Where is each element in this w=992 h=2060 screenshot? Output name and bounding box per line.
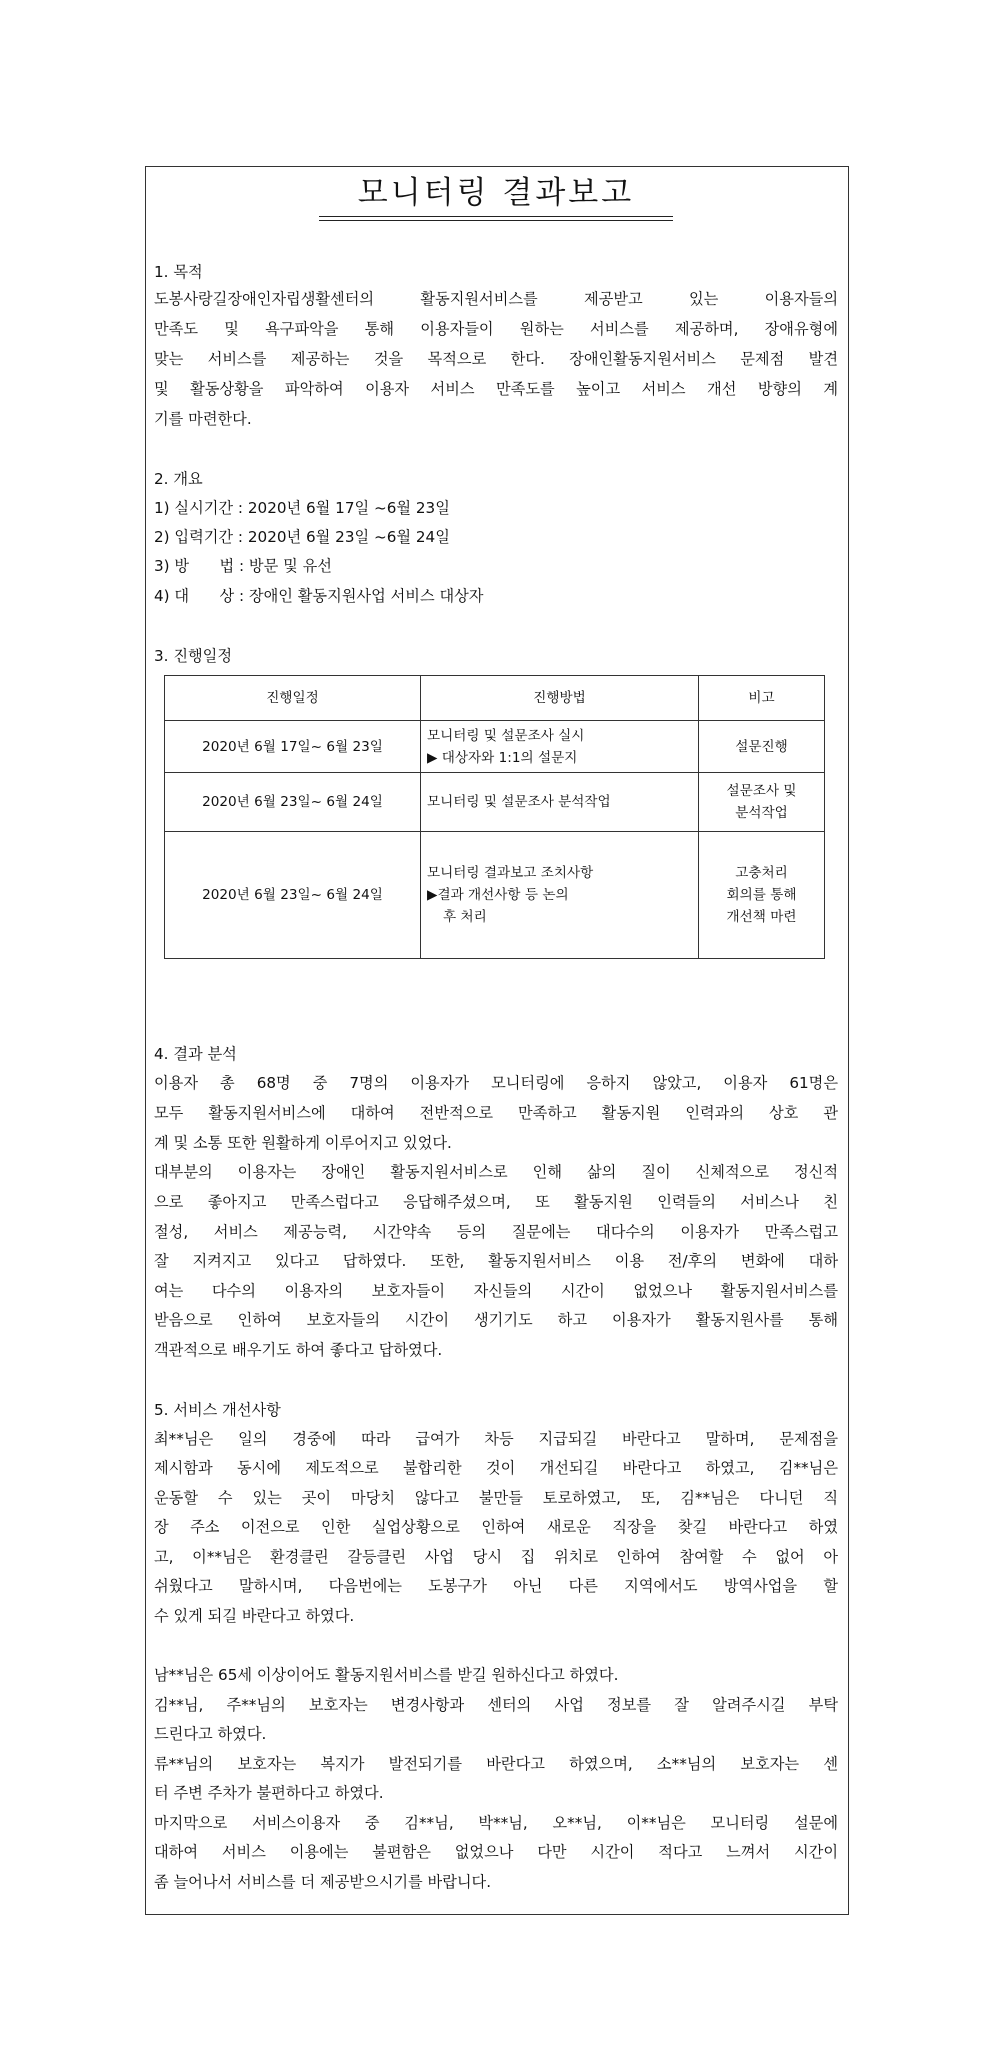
purpose-line: 만족도 및 욕구파악을 통해 이용자들이 원하는 서비스를 제공하며, 장애유형에 [154, 320, 838, 338]
improvements-extra-line: 남**님은 65세 이상이어도 활동지원서비스를 받길 원하신다고 하였다. [154, 1666, 619, 1684]
improvements-extra-line: 류**님의 보호자는 복지가 발전되기를 바란다고 하였으며, 소**님의 보호자는 센 [154, 1755, 838, 1773]
purpose-line: 도봉사랑길장애인자립생활센터의 활동지원서비스를 제공받고 있는 이용자들의 [154, 290, 838, 308]
improvements-extra-line: 김**님, 주**님의 보호자는 변경사항과 센터의 사업 정보를 잘 알려주시길 부탁 [154, 1696, 838, 1714]
note-line: 고충처리 [735, 865, 788, 881]
improvements-line: 장 주소 이전으로 인한 실업상황으로 인하여 새로운 직장을 찾길 바란다고 하였 [154, 1518, 838, 1536]
purpose-line: 및 활동상황을 파악하여 이용자 서비스 만족도를 높이고 서비스 개선 방향의 계 [154, 380, 838, 398]
overview-item: 2) 입력기간 : 2020년 6월 23일 ~6월 24일 [154, 528, 450, 546]
improvements-extra-line: 터 주변 주차가 불편하다고 하였다. [154, 1784, 384, 1802]
note-line: 설문진행 [735, 738, 788, 755]
schedule-heading: 3. 진행일정 [154, 647, 233, 665]
analysis-line: 모두 활동지원서비스에 대하여 전반적으로 만족하고 활동지원 인력과의 상호 관 [154, 1104, 838, 1122]
analysis-line: 절성, 서비스 제공능력, 시간약속 등의 질문에는 대다수의 이용자가 만족스럽고 [154, 1223, 838, 1241]
improvements-extra-line: 마지막으로 서비스이용자 중 김**님, 박**님, 오**님, 이**님은 모니터링 설문에 [154, 1814, 838, 1832]
overview-item: 1) 실시기간 : 2020년 6월 17일 ~6월 23일 [154, 499, 450, 517]
method-line: 후 처리 [443, 909, 487, 925]
improvements-heading: 5. 서비스 개선사항 [154, 1401, 281, 1419]
improvements-extra-line: 대하여 서비스 이용에는 불편함은 없었으나 다만 시간이 적다고 느껴서 시간이 [154, 1843, 838, 1861]
improvements-line: 운동할 수 있는 곳이 마당치 않다고 불만들 토로하였고, 또, 김**님은 다니던 직 [154, 1489, 838, 1507]
method-line: 모니터링 및 설문조사 분석작업 [427, 794, 611, 810]
method-line: 모니터링 및 설문조사 실시 [427, 727, 585, 744]
date-cell: 2020년 6월 17일~ 6월 23일 [165, 721, 421, 773]
analysis-line: 잘 지켜지고 있다고 답하였다. 또한, 활동지원서비스 이용 전/후의 변화에 대하 [154, 1252, 838, 1270]
column-header-date: 진행일정 [165, 676, 421, 721]
overview-heading: 2. 개요 [154, 470, 203, 488]
improvements-line: 최**님은 일의 경중에 따라 급여가 차등 지급되길 바란다고 말하며, 문제점을 [154, 1430, 838, 1448]
note-cell [699, 832, 825, 959]
improvements-extra-line: 드린다고 하였다. [154, 1725, 267, 1743]
improvements-extra-line: 좀 늘어나서 서비스를 더 제공받으시기를 바랍니다. [154, 1873, 492, 1891]
improvements-line: 제시함과 동시에 제도적으로 불합리한 것이 개선되길 바란다고 하였고, 김**님은 [154, 1459, 838, 1477]
title-underline-bottom [319, 220, 673, 221]
note-cell [699, 773, 825, 832]
date-cell: 2020년 6월 23일~ 6월 24일 [165, 773, 421, 832]
purpose-heading: 1. 목적 [154, 263, 203, 281]
analysis-line: 계 및 소통 또한 원활하게 이루어지고 있었다. [154, 1134, 452, 1152]
analysis-line: 여는 다수의 이용자의 보호자들이 자신들의 시간이 없었으나 활동지원서비스를 [154, 1282, 838, 1300]
analysis-heading: 4. 결과 분석 [154, 1045, 237, 1063]
overview-item: 3) 방 법 : 방문 및 유선 [154, 557, 332, 575]
page-title: 모니터링 결과보고 [357, 175, 635, 211]
analysis-line: 받음으로 인하여 보호자들의 시간이 생기기도 하고 이용자가 활동지원사를 통해 [154, 1311, 838, 1329]
method-cell [421, 721, 699, 773]
column-header-method: 진행방법 [421, 676, 699, 721]
note-cell [699, 721, 825, 773]
purpose-line: 맞는 서비스를 제공하는 것을 목적으로 한다. 장애인활동지원서비스 문제점 발견 [154, 350, 838, 368]
column-header-note: 비고 [699, 676, 825, 721]
overview-item: 4) 대 상 : 장애인 활동지원사업 서비스 대상자 [154, 587, 484, 605]
method-cell [421, 773, 699, 832]
date-cell: 2020년 6월 23일~ 6월 24일 [165, 832, 421, 959]
table-row [165, 773, 825, 832]
note-line: 회의를 통해 [726, 887, 797, 903]
improvements-line: 고, 이**님은 환경클린 갈등클린 사업 당시 집 위치로 인하여 참여할 수 없어 아 [154, 1548, 838, 1566]
schedule-table [164, 675, 825, 959]
analysis-line: 객관적으로 배우기도 하여 좋다고 답하였다. [154, 1341, 443, 1359]
analysis-line: 대부분의 이용자는 장애인 활동지원서비스로 인해 삶의 질이 신체적으로 정신적 [154, 1163, 838, 1181]
improvements-line: 수 있게 되길 바란다고 하였다. [154, 1607, 355, 1625]
purpose-line: 기를 마련한다. [154, 410, 252, 428]
method-line: 모니터링 결과보고 조치사항 [427, 865, 594, 881]
note-line: 개선책 마련 [726, 909, 797, 925]
method-line: ▶ 대상자와 1:1의 설문지 [427, 749, 578, 766]
schedule-header-row [165, 676, 825, 721]
analysis-line: 이용자 총 68명 중 7명의 이용자가 모니터링에 응하지 않았고, 이용자 61명은 [154, 1074, 838, 1092]
table-row [165, 721, 825, 773]
method-line: ▶결과 개선사항 등 논의 [427, 887, 569, 903]
analysis-line: 으로 좋아지고 만족스럽다고 응답해주셨으며, 또 활동지원 인력들의 서비스나 친 [154, 1193, 838, 1211]
note-line: 설문조사 및 [726, 783, 797, 799]
table-row [165, 832, 825, 959]
note-line: 분석작업 [735, 805, 788, 821]
title-underline-top [319, 216, 673, 217]
method-cell [421, 832, 699, 959]
improvements-line: 쉬웠다고 말하시며, 다음번에는 도봉구가 아닌 다른 지역에서도 방역사업을 할 [154, 1577, 838, 1595]
